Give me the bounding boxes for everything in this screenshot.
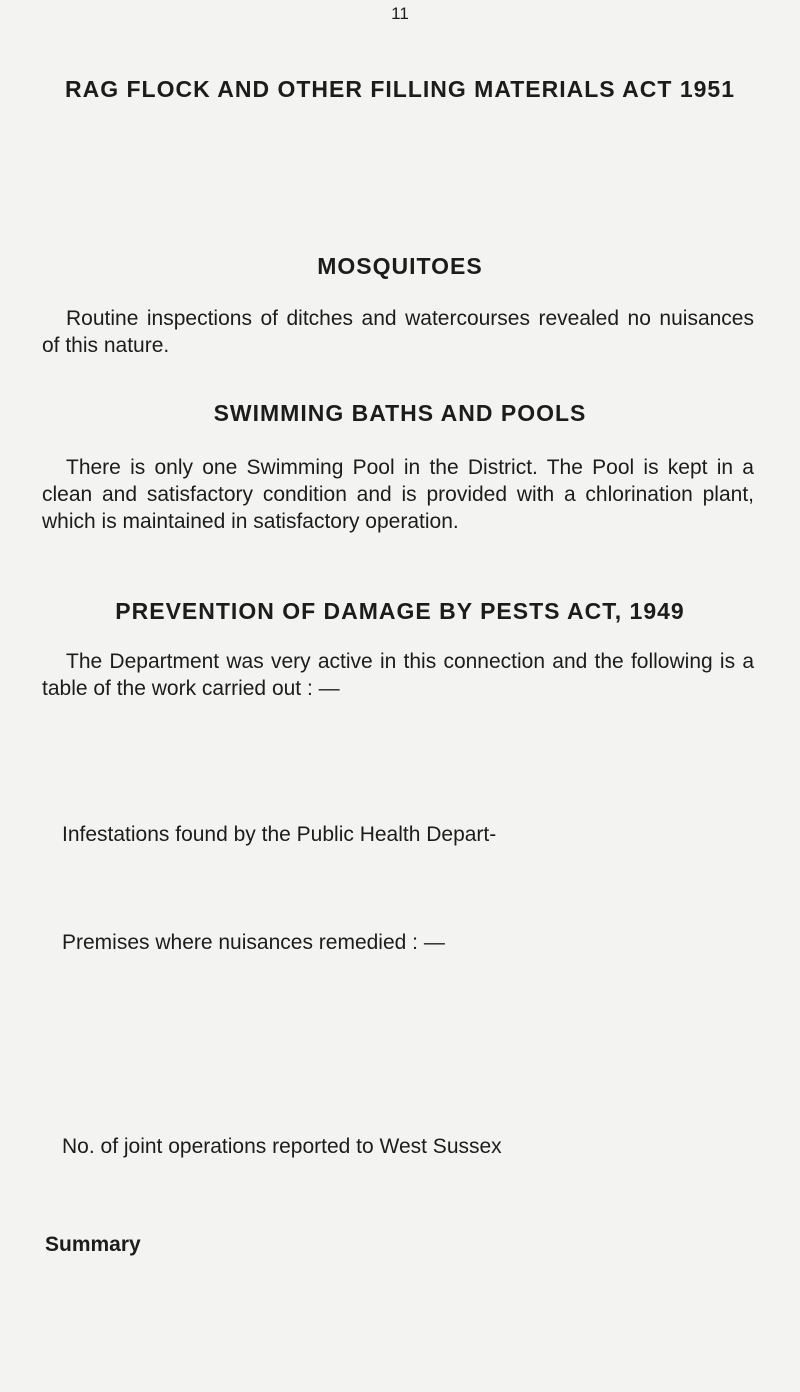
rag-flock-heading: RAG FLOCK AND OTHER FILLING MATERIALS ACT 1951 — [65, 76, 735, 102]
infestations-dept-line1: Infestations found by the Public Health Depart- — [62, 823, 497, 846]
pests-heading: PREVENTION OF DAMAGE BY PESTS ACT, 1949 — [115, 598, 685, 624]
page-number: 11 — [391, 4, 409, 23]
swimming-text: There is only one Swimming Pool in the District. The Pool is kept in a clean and satisfactory condition and is provided with a chlorination plant, which is maintained in satisfactory operation. — [42, 456, 754, 533]
mosquitoes-heading: MOSQUITOES — [317, 253, 483, 279]
swimming-heading: SWIMMING BATHS AND POOLS — [213, 400, 587, 426]
joint-ops-line1: No. of joint operations reported to West Sussex — [62, 1135, 502, 1158]
remedied-heading: Premises where nuisances remedied : — — [62, 931, 445, 954]
pests-intro-paragraph — [42, 648, 754, 702]
mosquitoes-text: Routine inspections of ditches and watercourses revealed no nuisances of this nature. — [42, 307, 754, 357]
summary-heading: Summary — [45, 1233, 141, 1256]
swimming-paragraph — [42, 454, 754, 535]
mosquitoes-paragraph — [42, 305, 754, 359]
pests-intro-text: The Department was very active in this connection and the following is a table of the work carried out : — — [42, 650, 754, 700]
